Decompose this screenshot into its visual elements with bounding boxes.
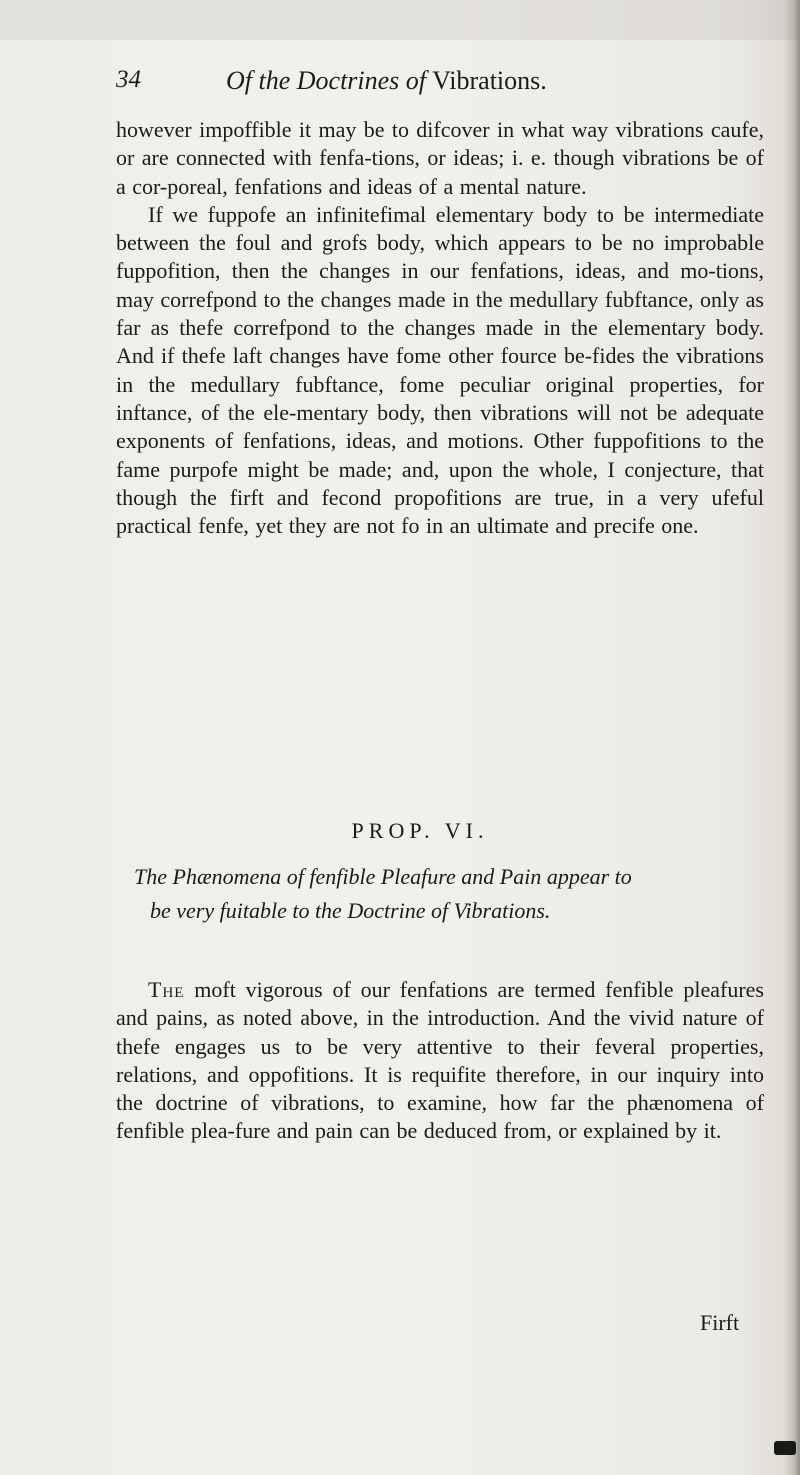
running-head — [226, 66, 547, 96]
paragraph-3-opening: The — [148, 977, 185, 1002]
paragraph-2: If we fuppofe an infinitefimal elementary body to be intermediate between the foul and grofs body, which appears to be no improbable fuppofition, then the changes in our fenfations, ideas, and mo-tions, may correfpond to the changes made in the medullary fubftance, only as far as thefe correfpond to the changes made in the elementary body. And if thefe laft changes have fome other fource be-fides the vibrations in the medullary fubftance, fome peculiar original properties, for inftance, of the ele-mentary body, then vibrations will not be adequate exponents of fenfations, ideas, and motions. Other fuppofitions to the fame purpofe might be made; and, upon the whole, I conjecture, that though the firft and fecond propofitions are true, in a very ufeful practical fenfe, yet they are not fo in an ultimate and precife one. — [116, 201, 764, 539]
page-top-shade — [0, 0, 800, 40]
paragraph-1: however impoffible it may be to difcover in what way vibrations caufe, or are connected with fenfa-tions, or ideas; i. e. though vibrations be of a cor-poreal, fenfations and ideas of a mental nature. — [116, 117, 764, 199]
text-block-2 — [116, 976, 764, 1146]
proposition-heading-text: PROP. VI. — [351, 818, 489, 843]
page-header — [116, 66, 716, 106]
edge-ink-mark — [774, 1441, 796, 1455]
running-head-italic: Of the Doctrines of — [226, 66, 427, 95]
text-block-1 — [116, 116, 764, 540]
paragraph-3 — [116, 976, 764, 1146]
page-number: 34 — [116, 66, 141, 93]
proposition-title-line-1: The Phænomena of fenfible Pleafure and Pain appear to — [134, 864, 632, 889]
proposition-title — [116, 860, 776, 928]
catchword: Firft — [700, 1310, 740, 1335]
running-head-roman: Vibrations. — [432, 66, 547, 95]
proposition-heading — [0, 818, 800, 844]
paragraph-3-text: moft vigorous of our fenfations are termed fenfible pleafures and pains, as noted above, in the introduction. And the vivid nature of thefe engages us to be very attentive to their feveral properties, relations, and oppofitions. It is requifite therefore, in our inquiry into the doctrine of vibrations, to examine, how far the phænomena of fenfible plea-fure and pain can be deduced from, or explained by it. — [116, 977, 764, 1144]
proposition-title-line-2: be very fuitable to the Doctrine of Vibrations. — [150, 898, 551, 923]
page-edge-shadow — [784, 0, 800, 1475]
